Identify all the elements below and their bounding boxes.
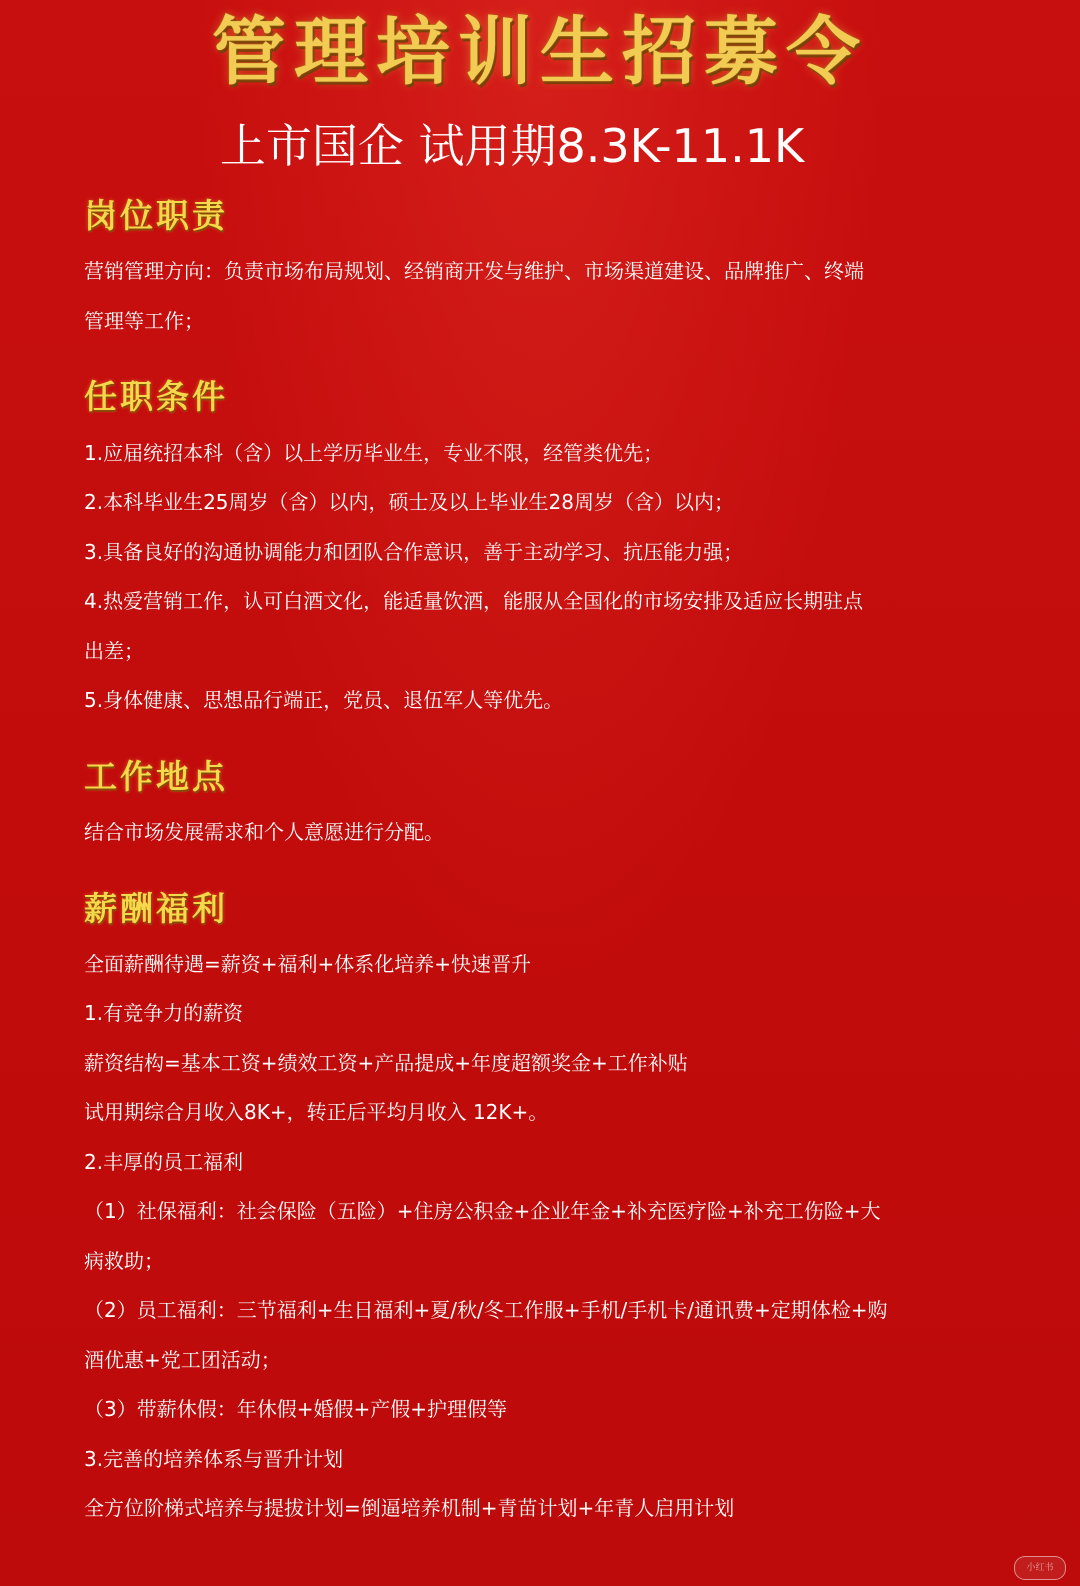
section-heading-requirements: 任职条件: [84, 377, 228, 416]
location-line: 结合市场发展需求和个人意愿进行分配。: [84, 820, 444, 844]
duties-line: 管理等工作；: [84, 309, 204, 333]
benefit-line: 试用期综合月收入8K+，转正后平均月收入 12K+。: [84, 1100, 549, 1124]
requirement-line: 2.本科毕业生25周岁（含）以内，硕士及以上毕业生28周岁（含）以内；: [84, 490, 734, 514]
requirement-line: 出差；: [84, 639, 144, 663]
benefit-line: 3.完善的培养体系与晋升计划: [84, 1447, 344, 1471]
benefit-line: 1.有竞争力的薪资: [84, 1001, 244, 1025]
benefit-line: 全方位阶梯式培养与提拔计划=倒逼培养机制+青苗计划+年青人启用计划: [84, 1496, 735, 1520]
poster-title: 管理培训生招募令: [212, 9, 868, 95]
poster-subtitle: 上市国企 试用期8.3K-11.1K: [219, 119, 805, 173]
benefit-line: （1）社保福利：社会保险（五险）+住房公积金+企业年金+补充医疗险+补充工伤险+大: [84, 1199, 881, 1223]
watermark-logo: 小红书: [1014, 1556, 1066, 1580]
section-heading-benefits: 薪酬福利: [84, 889, 228, 928]
benefit-line: 2.丰厚的员工福利: [84, 1150, 244, 1174]
benefit-line: 全面薪酬待遇=薪资+福利+体系化培养+快速晋升: [84, 952, 532, 976]
requirement-line: 3.具备良好的沟通协调能力和团队合作意识，善于主动学习、抗压能力强；: [84, 540, 744, 564]
duties-line: 营销管理方向：负责市场布局规划、经销商开发与维护、市场渠道建设、品牌推广、终端: [84, 259, 864, 283]
benefit-line: （3）带薪休假：年休假+婚假+产假+护理假等: [84, 1397, 507, 1421]
benefit-line: 酒优惠+党工团活动；: [84, 1348, 281, 1372]
requirement-line: 4.热爱营销工作，认可白酒文化，能适量饮酒，能服从全国化的市场安排及适应长期驻点: [84, 589, 864, 613]
requirement-line: 5.身体健康、思想品行端正，党员、退伍军人等优先。: [84, 688, 564, 712]
section-heading-location: 工作地点: [84, 757, 228, 796]
requirement-line: 1.应届统招本科（含）以上学历毕业生，专业不限，经管类优先；: [84, 441, 664, 465]
benefit-line: 薪资结构=基本工资+绩效工资+产品提成+年度超额奖金+工作补贴: [84, 1051, 688, 1075]
section-heading-duties: 岗位职责: [84, 196, 228, 235]
benefit-line: （2）员工福利：三节福利+生日福利+夏/秋/冬工作服+手机/手机卡/通讯费+定期体检+购: [84, 1298, 888, 1322]
benefit-line: 病救助；: [84, 1249, 164, 1273]
